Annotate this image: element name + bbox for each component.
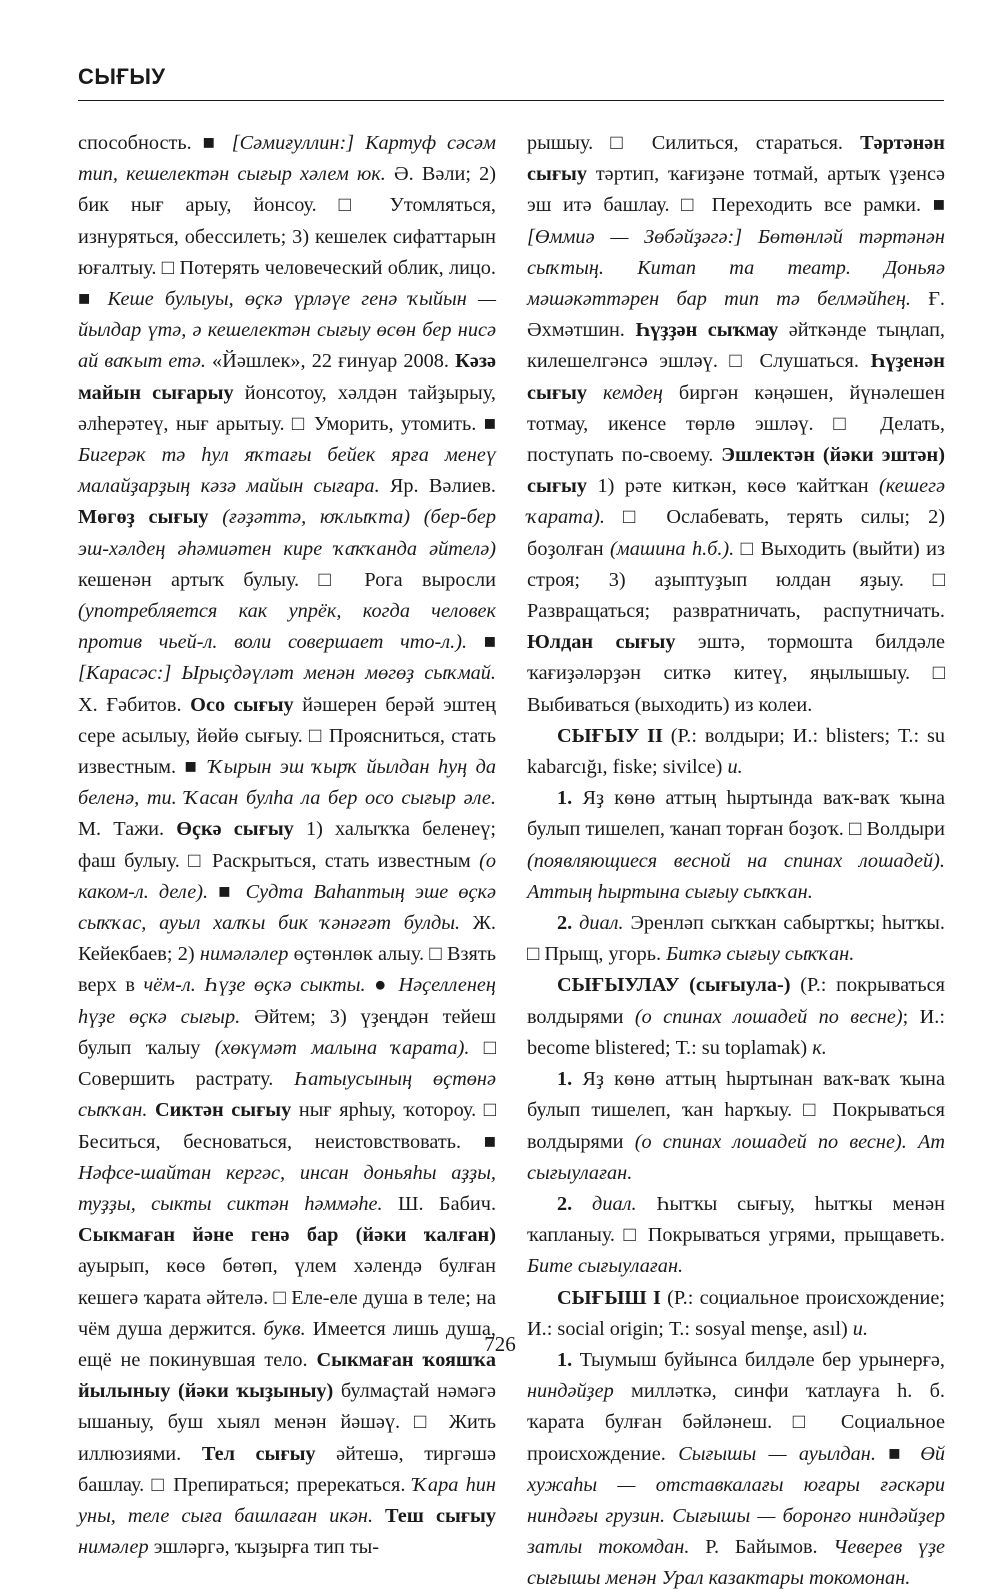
- headword: Теш сығыу: [385, 1504, 496, 1527]
- example-text: ниндәйҙер: [527, 1380, 614, 1403]
- definition-text: М. Тажи.: [78, 818, 177, 841]
- example-text: (машина һ.б.).: [610, 537, 735, 560]
- definition-text: рышыу. □ Силиться, стараться.: [527, 132, 861, 154]
- headword: 2.: [557, 1192, 573, 1215]
- definition-text: Имеется лишь душа, ещё не покинувшая тело.: [78, 1317, 496, 1371]
- example-text: [Карасәс:] Ырыҫдәүләт менән мөгөҙ сыҡмай.: [78, 662, 496, 685]
- headword: Тел сығыу: [201, 1442, 316, 1465]
- definition-text: ■: [202, 132, 221, 154]
- definition-text: милләткә, синфи ҡатлауға һ. б. ҡарата булған бәйләнеш. □ Социальное происхождение.: [527, 1380, 945, 1465]
- dictionary-entry: [527, 1345, 945, 1595]
- definition-text: ●: [365, 974, 399, 997]
- definition-text: (Р.: социальное происхождение; И.: social origin; Т.: sosyal menşe, asıl): [527, 1286, 945, 1340]
- example-text: нимәләлер: [199, 943, 289, 966]
- example-text: Нәҫелленең һүҙе өҫкә сығыр.: [78, 974, 496, 1028]
- definition-text: ■: [932, 194, 945, 217]
- example-text: Биткә сығыу сыҡҡан.: [666, 943, 855, 966]
- dictionary-entry: [527, 721, 945, 783]
- headword: Мөгөҙ сығыу: [78, 506, 209, 529]
- right-column: [527, 128, 945, 1595]
- definition-text: әйткәнде тыңлап, килешелгәнсә эшләү. □ Слушаться.: [527, 319, 946, 373]
- example-text: Судта Ваһаптың эше өҫкә сыҡҡас, ауыл халҡы бик ҡәнәғәт булды.: [78, 880, 496, 935]
- definition-text: Р. Байымов.: [689, 1536, 834, 1559]
- definition-text: эштә, тормошта билдәле ҡағиҙәләрҙән ситкә китеү, яңылышыу. □ Выбиваться (выходить) из колеи.: [527, 631, 946, 716]
- headword: Юлдан сығыу: [527, 631, 676, 654]
- example-text: Ҡырын эш ҡырҡ йылдан һуң да беленә, ти. Ҡасан булһа ла бер осо сығыр әле.: [78, 756, 496, 810]
- definition-text: Һытҡы сығыу, һытҡы менән ҡапланыу. □ Покрываться угрями, прыщаветь.: [527, 1192, 945, 1247]
- headword: Сиктән сығыу: [155, 1099, 292, 1122]
- definition-text: Эренләп сыҡҡан сабыртҡы; һытҡы. □ Прыщ, угорь.: [527, 912, 945, 966]
- example-text: Сығышы — ауылдан.: [678, 1442, 876, 1465]
- example-text: чём-л. Һүҙе өҫкә сыкты.: [143, 974, 366, 997]
- headword: СЫҒЫУ II: [557, 724, 663, 747]
- definition-text: [147, 1099, 155, 1121]
- definition-text: ауырып, көсө бөтөп, үлем хәлендә булған кешегә ҡарата әйтелә. □ Еле-еле душа в теле; на чём душа держится.: [78, 1255, 496, 1340]
- definition-text: Ж. Кейекбаев; 2): [78, 912, 496, 966]
- definition-text: Яр. Вәлиев.: [379, 475, 497, 498]
- example-text: Чеверев үҙе сығышы менән Урал казактары токомонан.: [527, 1536, 945, 1590]
- example-text: и.: [852, 1317, 869, 1340]
- definition-text: ; И.: become blistered; Т.: su toplamak): [527, 1005, 945, 1059]
- dictionary-entry: [527, 970, 945, 1064]
- definition-text: Ә. Вәли; 2) бик нығ арыу, йонсоу. □ Утомляться, изнуряться, обессилеть; 3) кешелек сифаттарын юғалтыу. □ Потерять человеческий облик, лицо.: [78, 163, 496, 279]
- headword: СЫҒЫУЛАУ (сығыула-): [557, 974, 791, 997]
- example-text: (употребляется как упрёк, когда человек против чьей-л. воли совершает что-л.).: [78, 600, 496, 654]
- headword: Сыкмаған йәне генә бар (йәки ҡалған): [78, 1224, 496, 1247]
- definition-text: кешенән артыҡ булыу. □ Рога выросли: [78, 568, 496, 591]
- headword: Һүҙҙән сыҡмау: [635, 319, 779, 342]
- definition-text: нығ ярһыу, ҡотороу. □ Беситься, бесноваться, неистовствовать.: [78, 1099, 497, 1153]
- definition-text: булмаҫтай нәмәгә ышаныу, буш хыял менән йәшәү. □ Жить иллюзиями.: [78, 1380, 496, 1465]
- example-text: Нәфсе-шайтан кергәс, инсан доньяһы аҙҙы, туҙҙы, сыкты сиктән һәммәһе.: [78, 1161, 496, 1215]
- headword: Тәртәнән сығыу: [527, 132, 945, 186]
- dictionary-entry: [527, 1064, 945, 1189]
- example-text: (о каком-л. деле).: [78, 849, 496, 903]
- example-text: (о спинах лошадей по весне). Ат сығыулаған.: [527, 1130, 945, 1184]
- definition-text: тәртип, ҡағиҙәне тотмай, артыҡ үҙенсә эш итә башлау. □ Переходить все рамки.: [527, 163, 945, 217]
- headword: СЫҒЫШ I: [557, 1286, 661, 1309]
- headword: Сыкмаған ҡояшҡа йылыныу (йәки ҡыҙыныу): [78, 1348, 496, 1403]
- example-text: Бите сығыулаған.: [527, 1255, 684, 1278]
- running-header: СЫҒЫУ: [78, 64, 166, 89]
- definition-text: өҫтөнлөк алыу. □ Взять верх в: [78, 943, 497, 997]
- page-number: 726: [484, 1332, 516, 1356]
- example-text: (хөкүмәт малына ҡарата).: [214, 1036, 470, 1059]
- definition-text: □ Выходить (выйти) из строя; 3) аҙыптуҙып юлдан яҙыу. □ Развращаться; развратничать, распутничать.: [527, 537, 945, 623]
- headword: 2.: [557, 912, 573, 935]
- definition-text: ■: [467, 631, 496, 654]
- definition-text: 1) халыҡҡа беленеү; фаш булыу. □ Раскрыться, стать известным: [78, 818, 496, 872]
- example-text: диал.: [572, 1192, 637, 1215]
- example-text: (кешегә ҡарата).: [527, 475, 945, 529]
- dictionary-entry: [527, 783, 945, 908]
- definition-text: биргән кәңәшен, йүнәлешен тотмау, икенсе төрлө эшләү. □ Делать, поступать по-своему.: [527, 381, 945, 467]
- dictionary-entry: [527, 908, 945, 970]
- headword: Кәзә майын сығарыу: [78, 350, 496, 404]
- headword: Өҫкә сығыу: [176, 818, 294, 841]
- definition-text: (Р.: волдыри; И.: blisters; Т.: su kabarcığı, fiske; sivilce): [527, 724, 945, 779]
- headword: 1.: [557, 1348, 573, 1371]
- definition-text: □ Ослабевать, терять силы; 2) боҙолған: [527, 506, 945, 560]
- example-text: и.: [727, 756, 743, 779]
- definition-text: эшләргә, ҡыҙырға тип ты-: [148, 1536, 380, 1559]
- definition-text: Ш. Бабич.: [382, 1192, 497, 1215]
- header-rule: [78, 100, 944, 101]
- example-text: к.: [812, 1036, 827, 1059]
- definition-text: ■: [483, 412, 496, 435]
- definition-text: способность.: [78, 132, 203, 154]
- example-text: [Өммиә — Зөбәйҙәгә:] Бөтөнләй тәртәнән сыҡтың. Китап та театр. Доньяә мәшәкәттәрен бар тип тә белмәйһең.: [527, 225, 945, 311]
- example-text: (появляющиеся весной на спинах лошадей). Аттың һыртына сығыу сыҡҡан.: [527, 849, 945, 903]
- definition-text: Яҙ көнө аттың һыртында ваҡ-ваҡ ҡына булып тишелеп, ҡанап торған боҙоҡ. □ Волдыри: [527, 787, 945, 841]
- definition-text: Әйтем; 3) үҙеңдән тейеш булып ҡалыу: [78, 1005, 496, 1059]
- definition-text: ■: [78, 288, 97, 311]
- definition-text: 1) рәте киткән, көсө ҡайтҡан: [587, 475, 880, 498]
- definition-text: Х. Ғәбитов.: [78, 693, 191, 716]
- example-text: букв.: [263, 1317, 306, 1340]
- example-text: (о спинах лошадей по весне): [634, 1005, 903, 1028]
- example-text: кемдең: [587, 381, 663, 404]
- headword: Һүҙенән сығыу: [527, 350, 945, 404]
- example-text: Кеше булыуы, өҫкә үрләүе генә ҡыйын — йылдар үтә, ә кешелектән сығыу өсөн бер нисә ай ваҡыт етә.: [78, 288, 496, 373]
- example-text: Бигерәк тә һул яҡтағы бейек ярға менеү малайҙарҙың кәзә майын сығара.: [78, 444, 496, 498]
- example-text: Һатыусының өҫтөнә сыҡҡан.: [78, 1068, 496, 1122]
- definition-text: Яҙ көнө аттың һыртынан ваҡ-ваҡ ҡына булып тишелеп, ҡан һарҡыу. □ Покрываться волдырями: [527, 1068, 945, 1153]
- example-text: Өй хужаһы — отставкалағы юғары ғәскәри ниндәғы грузин. Сығышы — боронғо ниндәйҙер затлы токомдан.: [527, 1442, 946, 1559]
- dictionary-entry: [527, 1189, 945, 1283]
- headword: Осо сығыу: [190, 693, 294, 716]
- definition-text: йонсотоу, хәлдән тайҙырыу, әлһерәтеү, нығ арытыу. □ Уморить, утомить.: [78, 381, 496, 435]
- example-text: диал.: [572, 912, 624, 935]
- definition-text: Ғ. Әхмәтшин.: [527, 288, 945, 342]
- definition-text: [373, 1505, 385, 1527]
- dictionary-entry: [527, 128, 945, 721]
- example-text: [Сәмиғуллин:] Картуф сәсәм тип, кешелектән сығыр хәлем юк.: [78, 132, 496, 186]
- definition-text: әйтешә, тиргәшә башлау. □ Препираться; пререкаться.: [78, 1442, 496, 1496]
- example-text: нимәлер: [78, 1536, 149, 1559]
- definition-text: ■: [483, 1130, 496, 1153]
- example-text: Ҡара һин уны, теле сыға башлаған икән.: [78, 1473, 496, 1527]
- definition-text: «Йәшлек», 22 ғинуар 2008.: [205, 350, 456, 373]
- definition-text: йәшерен берәй эштең сере асылыу, йөйө сығыу. □ Проясниться, стать известным.: [78, 693, 497, 779]
- headword: 1.: [557, 787, 573, 810]
- headword: Эшлектән (йәки эштән) сығыу: [527, 444, 945, 498]
- example-text: (ғәҙәттә, юҡлыҡта) (бер-бер эш-хәлдең әһәмиәтен кире ҡаҡҡанда әйтелә): [78, 506, 496, 560]
- definition-text: ■: [184, 756, 201, 779]
- definition-text: (Р.: покрываться волдырями: [527, 974, 945, 1028]
- definition-text: ■: [208, 880, 236, 903]
- definition-text: □ Совершить растрату.: [78, 1036, 496, 1091]
- headword: 1.: [557, 1068, 573, 1091]
- definition-text: ■: [875, 1442, 908, 1465]
- definition-text: Тыумыш буйынса билдәле бер урынерғә,: [572, 1348, 945, 1371]
